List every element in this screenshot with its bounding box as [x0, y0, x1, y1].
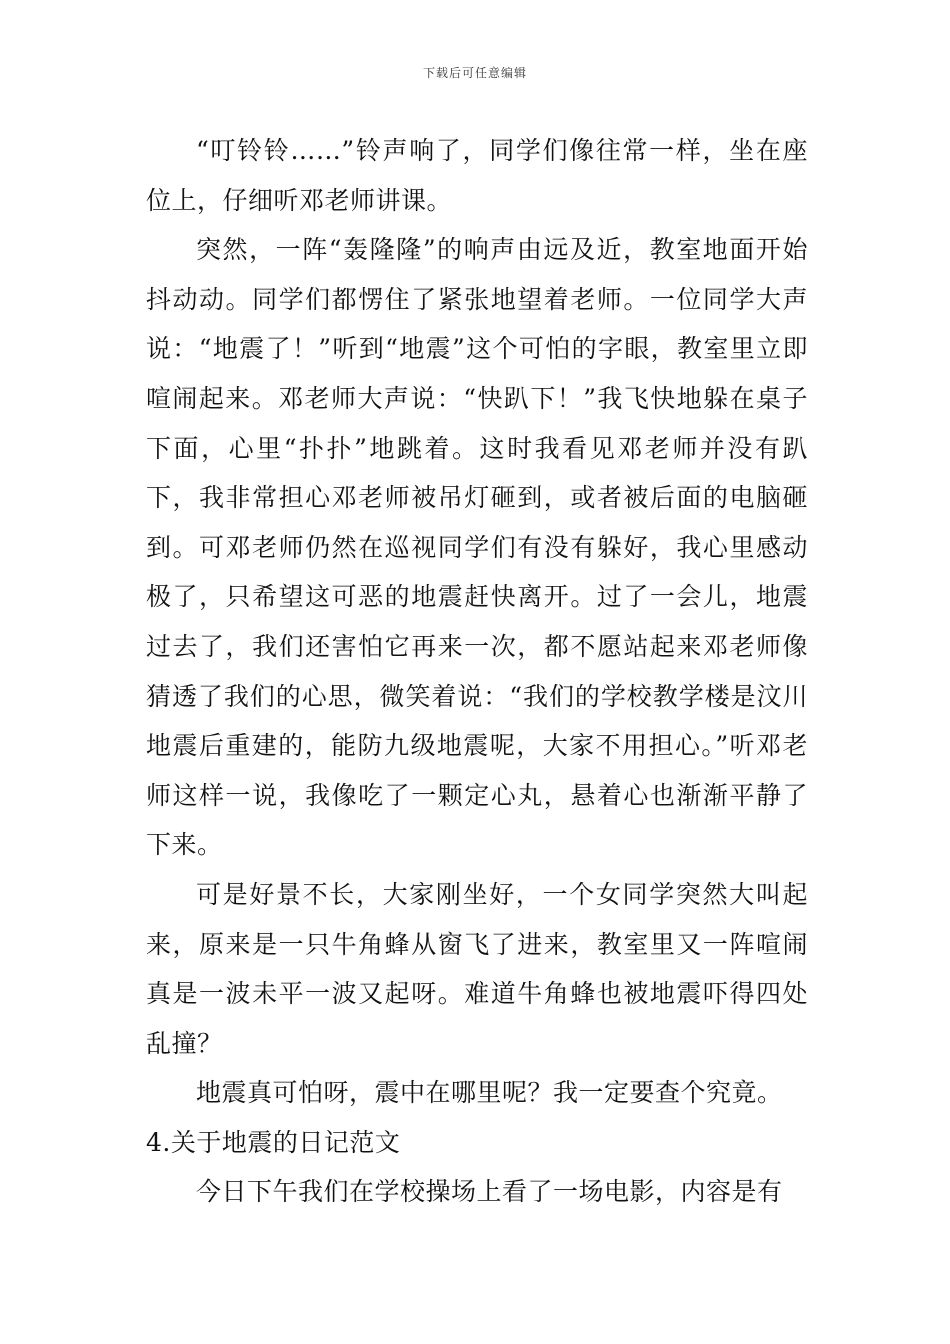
document-body	[146, 126, 808, 1217]
paragraph-conclusion: 地震真可怕呀，震中在哪里呢？我一定要查个究竟。	[196, 1078, 783, 1108]
paragraph-earthquake: 突然，一阵“轰隆隆”的响声由远及近，教室地面开始抖动动。同学们都愣住了紧张地望着老师。一位同学大声说：“地震了！”听到“地震”这个可怕的字眼，教室里立即喧闹起来。邓老师大声说：“快趴下！”我飞快地躲在桌子下面，心里“扑扑”地跳着。这时我看见邓老师并没有趴下，我非常担心邓老师被吊灯砸到，或者被后面的电脑砸到。可邓老师仍然在巡视同学们有没有躲好，我心里感动极了，只希望这可恶的地震赶快离开。过了一会儿，地震过去了，我们还害怕它再来一次，都不愿站起来邓老师像猜透了我们的心思，微笑着说：“我们的学校教学楼是汶川地震后重建的，能防九级地震呢，大家不用担心。”听邓老师这样一说，我像吃了一颗定心丸，悬着心也渐渐平静了下来。	[146, 235, 808, 860]
paragraph-bell: “叮铃铃……”铃声响了，同学们像往常一样，坐在座位上，仔细听邓老师讲课。	[146, 136, 808, 215]
section-heading: 4.关于地震的日记范文	[146, 1127, 401, 1157]
header-note: 下载后可任意编辑	[422, 66, 527, 80]
paragraph-hornet: 可是好景不长，大家刚坐好，一个女同学突然大叫起来，原来是一只牛角蜂从窗飞了进来，教室里又一阵喧闹真是一波未平一波又起呀。难道牛角蜂也被地震吓得四处乱撞？	[146, 879, 808, 1058]
paragraph-movie: 今日下午我们在学校操场上看了一场电影，内容是有	[196, 1177, 783, 1207]
